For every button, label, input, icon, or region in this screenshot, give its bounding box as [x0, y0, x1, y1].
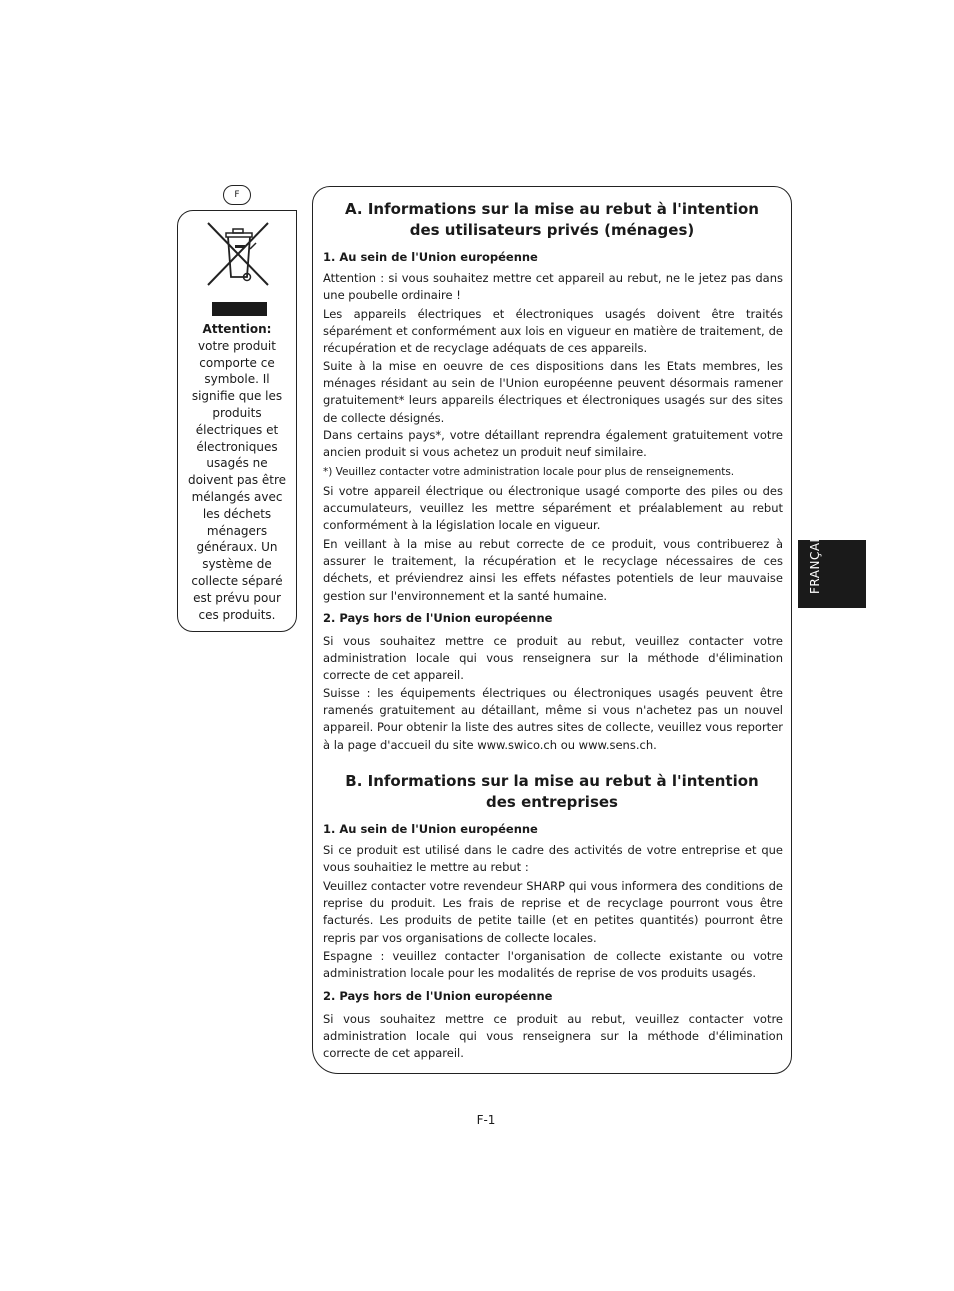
notice-text [182, 321, 292, 623]
paragraph: Dans certains pays*, votre détaillant reprendra également gratuitement votre ancien produit si vous achetez un produit neuf similaire. [323, 428, 783, 460]
paragraph: Si vous souhaitez mettre ce produit au rebut, veuillez contacter votre administration locale qui vous renseignera sur la méthode d'élimination correcte de cet appareil. [323, 1012, 783, 1061]
paragraph: Espagne : veuillez contacter l'organisation de collecte existante ou votre administration locale pour les modalités de reprise de vos produits usagés. [323, 949, 783, 981]
notice-body: votre produit comporte ce symbole. Il signifie que les produits électriques et électroniques usagés ne doivent pas être mélangés avec les déchets ménagers généraux. Un système de collecte séparé est prévu pour ces produits. [187, 338, 287, 622]
section-b-title-line2: des entreprises [486, 793, 618, 811]
section-a-title-line2: des utilisateurs privés (ménages) [409, 221, 695, 239]
black-bar [212, 302, 267, 316]
paragraph: Si vous souhaitez mettre ce produit au rebut, veuillez contacter votre administration locale qui vous renseignera sur la méthode d'élimination correcte de cet appareil. [323, 634, 783, 683]
disposal-info-box [312, 186, 792, 1074]
section-a-non-eu-heading: 2. Pays hors de l'Union européenne [323, 611, 553, 625]
paragraph: Si ce produit est utilisé dans le cadre des activités de votre entreprise et que vous souhaitiez le mettre au rebut : [323, 843, 783, 875]
section-a-title-line1: A. Informations sur la mise au rebut à l'intention [345, 200, 759, 218]
paragraph: En veillant à la mise au rebut correcte de ce produit, vous contribuerez à assurer le traitement, la récupération et le recyclage nécessaires de ces déchets, et préviendrez ainsi les effets néfastes potentiels de leur mauvaise gestion sur l'environnement et la santé humaine. [323, 537, 783, 603]
language-side-tab [798, 530, 866, 608]
language-marker: F [223, 185, 251, 205]
footnote: *) Veuillez contacter votre administration locale pour plus de renseignements. [323, 466, 735, 478]
paragraph: Attention : si vous souhaitez mettre cet appareil au rebut, ne le jetez pas dans une poubelle ordinaire ! [323, 271, 783, 303]
paragraph: Si votre appareil électrique ou électronique usagé comporte des piles ou des accumulateurs, veuillez les mettre séparément et préalablement au rebut conformément à la législation locale en vigueur. [323, 484, 783, 533]
weee-notice-box [177, 210, 297, 632]
crossed-out-bin-icon [204, 219, 272, 289]
page-number: F-1 [476, 1113, 496, 1127]
section-b-eu-heading: 1. Au sein de l'Union européenne [323, 822, 538, 836]
paragraph: Veuillez contacter votre revendeur SHARP qui vous informera des conditions de reprise du produit. Les frais de reprise et de recyclage pourront vous être facturés. Les produits de petite taille (et en petites quantités) pourront être repris par vos organisations de collecte locales. [323, 879, 783, 945]
section-b-title [313, 771, 791, 813]
language-tab-label: FRANÇAIS [808, 530, 822, 594]
paragraph: Les appareils électriques et électroniques usagés doivent être traités séparément et conformément aux lois en vigueur en matière de traitement, de récupération et de recyclage adéquats de ces appareils. [323, 307, 783, 356]
section-a-title [313, 199, 791, 241]
section-b-title-line1: B. Informations sur la mise au rebut à l'intention [345, 772, 759, 790]
paragraph: Suisse : les équipements électriques ou électroniques usagés peuvent être ramenés gratuitement au détaillant, même si vous n'achetez pas un nouvel appareil. Pour obtenir la liste des autres sites de collecte, veuillez vous reporter à la page d'accueil du site www.swico.ch ou www.sens.ch. [323, 686, 783, 752]
section-a-eu-heading: 1. Au sein de l'Union européenne [323, 250, 538, 264]
section-b-non-eu-heading: 2. Pays hors de l'Union européenne [323, 989, 553, 1003]
notice-title: Attention: [202, 322, 272, 336]
paragraph: Suite à la mise en oeuvre de ces dispositions dans les Etats membres, les ménages résidant au sein de l'Union européenne peuvent désormais ramener gratuitement* leurs appareils électriques et électroniques usagés sur des sites de collecte désignés. [323, 359, 783, 425]
